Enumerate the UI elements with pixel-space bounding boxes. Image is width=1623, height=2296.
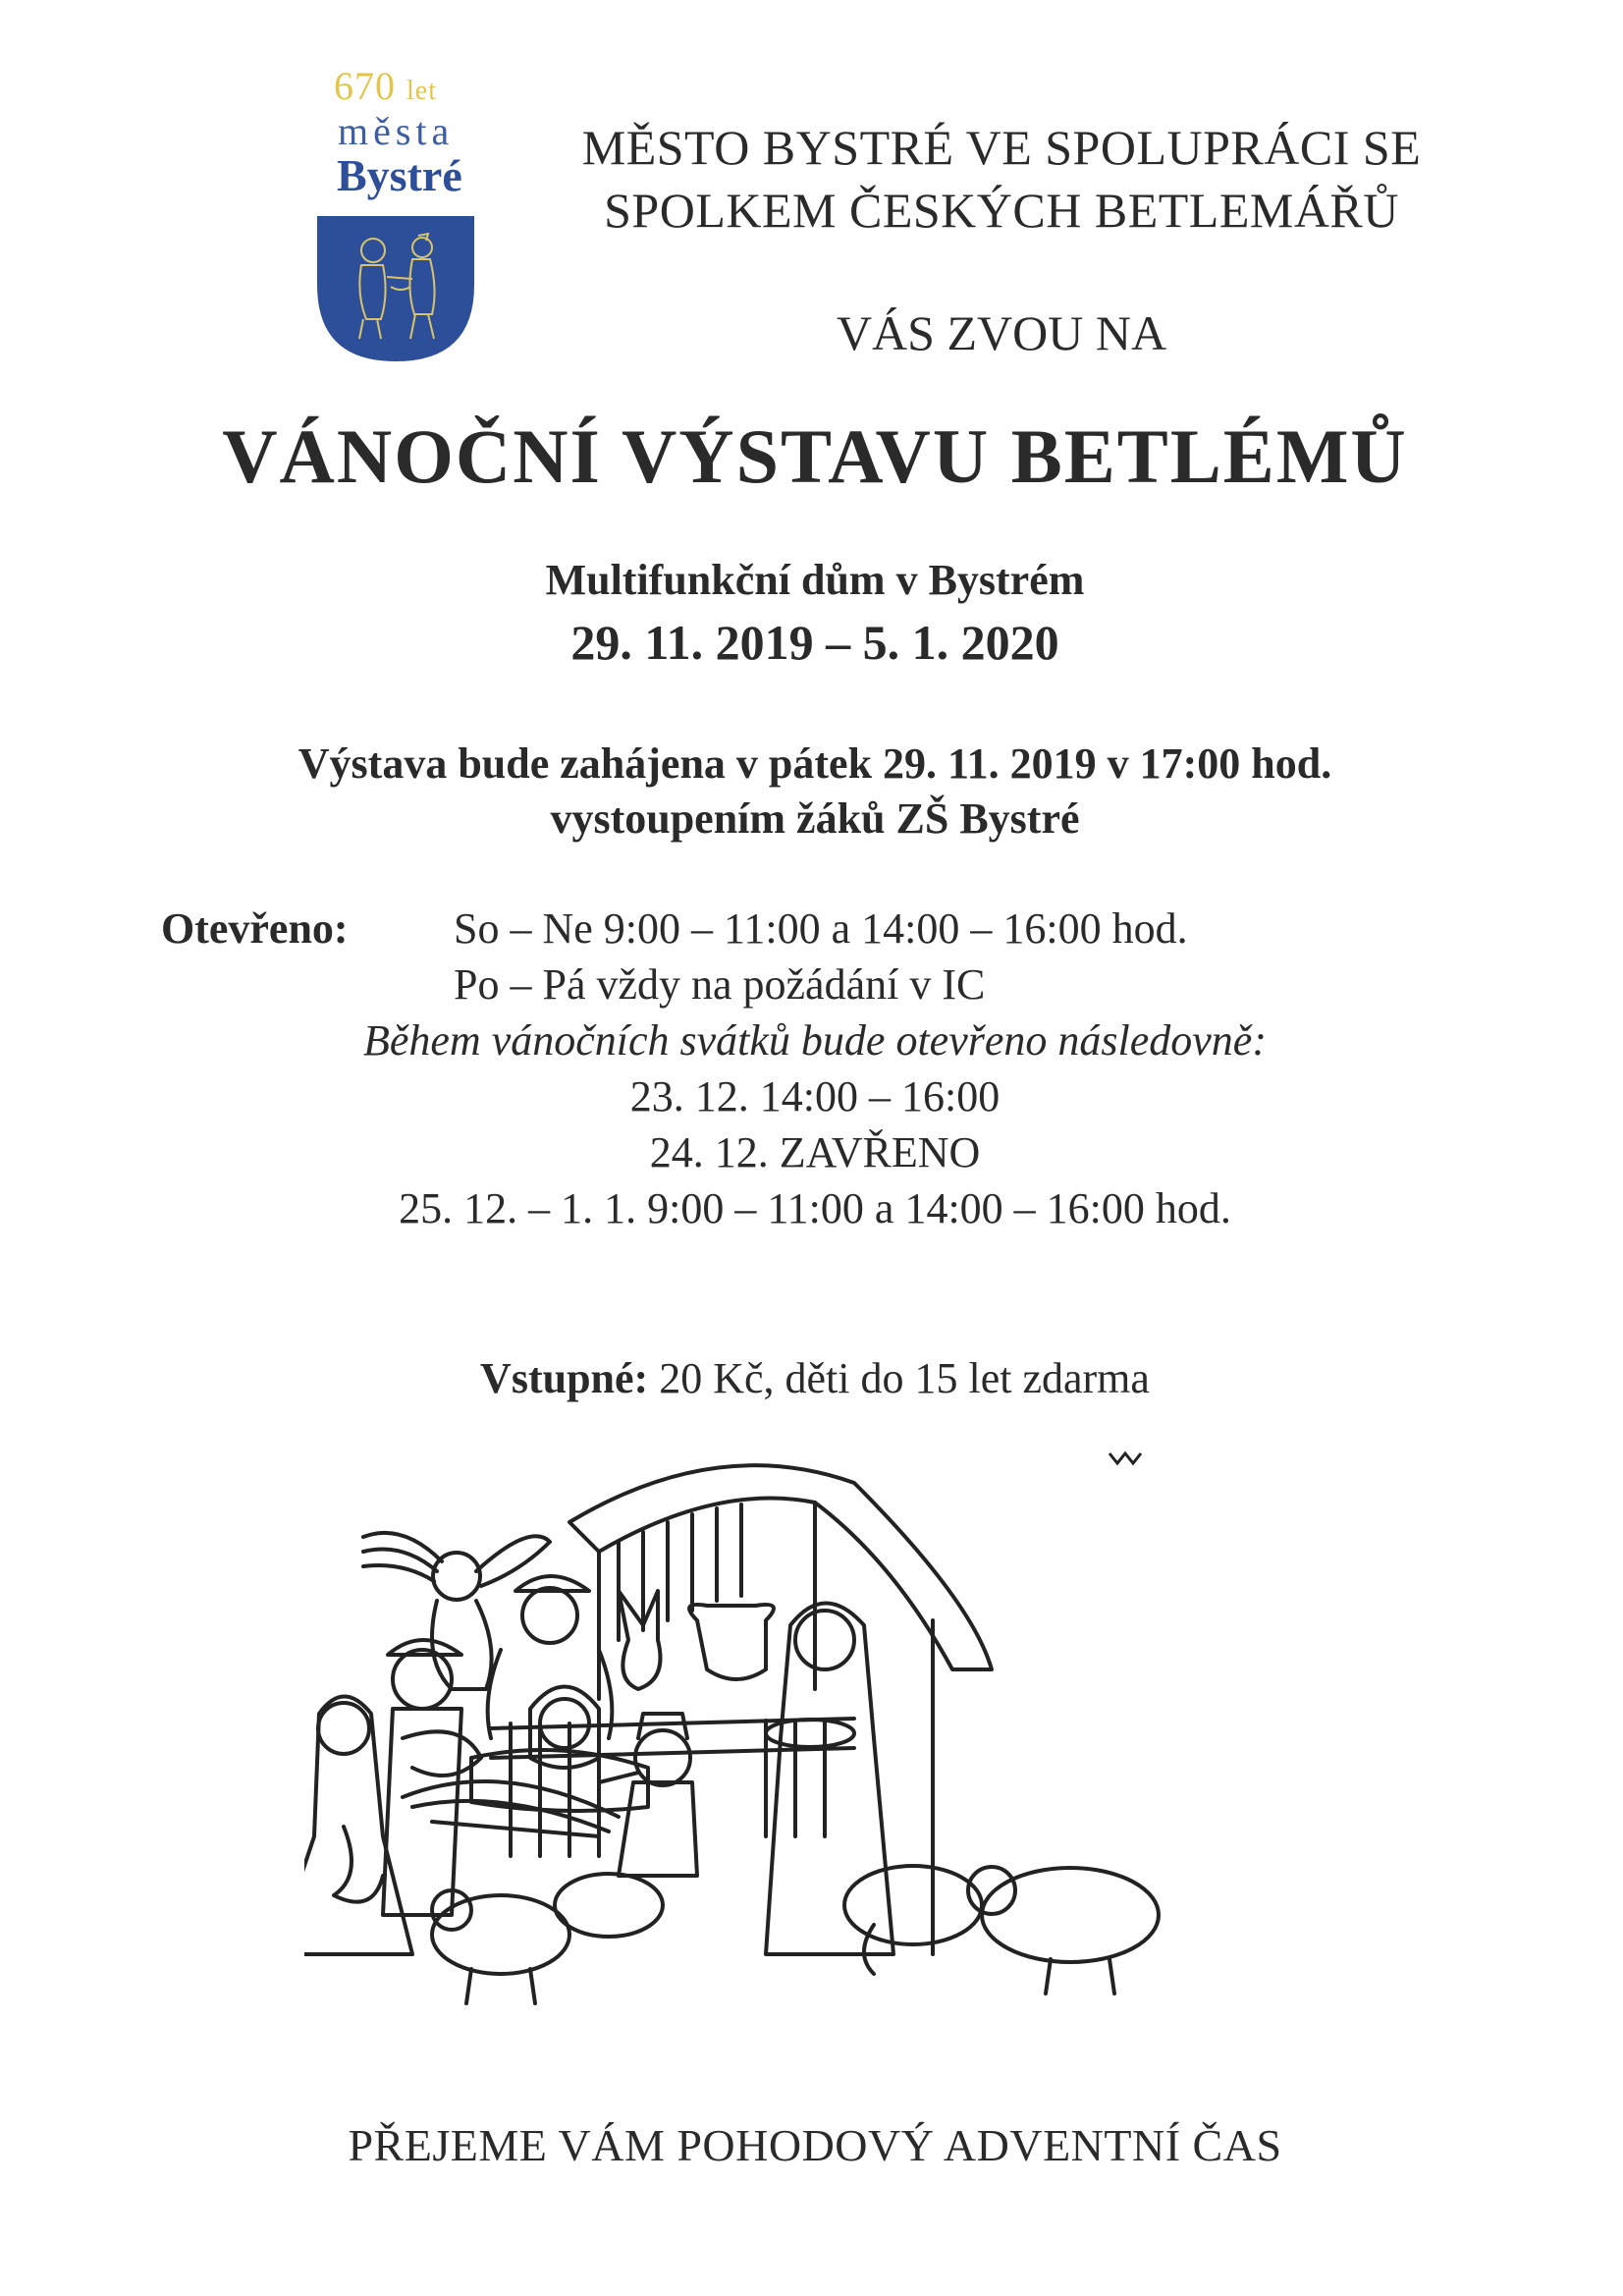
- admission-label: Vstupné:: [480, 1354, 649, 1402]
- holiday-date-3: 25. 12. – 1. 1. 9:00 – 11:00 a 14:00 – 16:00 hod.: [399, 1184, 1231, 1232]
- event-title: VÁNOČNÍ VÝSTAVU BETLÉMŮ: [222, 413, 1408, 499]
- hours-label: Otevřeno:: [161, 904, 349, 953]
- hours-weekday: Po – Pá vždy na požádání v IC: [454, 960, 986, 1009]
- holiday-note: Během vánočních svátků bude otevřeno následovně:: [363, 1016, 1267, 1065]
- opening-line-1: Výstava bude zahájena v pátek 29. 11. 2019 v 17:00 hod.: [298, 739, 1332, 788]
- logo-anniversary: [334, 63, 437, 109]
- logo-town: Bystré: [337, 150, 462, 200]
- bear-and-musician-emblem-icon: [312, 196, 479, 363]
- header-line-2: SPOLKEM ČESKÝCH BETLEMÁŘŮ: [604, 183, 1399, 238]
- town-logo: [312, 59, 489, 363]
- opening-line-2: vystoupením žáků ZŠ Bystré: [550, 794, 1080, 843]
- invite-text: VÁS ZVOU NA: [836, 305, 1167, 360]
- holiday-date-2: 24. 12. ZAVŘENO: [649, 1128, 981, 1176]
- header-line-1: MĚSTO BYSTRÉ VE SPOLUPRÁCI SE: [581, 120, 1422, 175]
- venue: Multifunkční dům v Bystrém: [545, 556, 1085, 604]
- admission: [196, 1353, 1434, 1403]
- nativity-scene-icon: [304, 1444, 1286, 2072]
- logo-word: města: [338, 109, 455, 153]
- logo-years: 670: [334, 64, 396, 108]
- hours-weekend: So – Ne 9:00 – 11:00 a 14:00 – 16:00 hod.: [454, 904, 1188, 953]
- organizer-header: [511, 116, 1492, 242]
- admission-text: 20 Kč, děti do 15 let zdarma: [659, 1354, 1150, 1402]
- closing-wish: PŘEJEME VÁM POHODOVÝ ADVENTNÍ ČAS: [348, 2120, 1282, 2170]
- logo-years-suffix: let: [406, 76, 437, 106]
- holiday-date-1: 23. 12. 14:00 – 16:00: [629, 1072, 1001, 1121]
- event-dates: 29. 11. 2019 – 5. 1. 2020: [570, 615, 1059, 670]
